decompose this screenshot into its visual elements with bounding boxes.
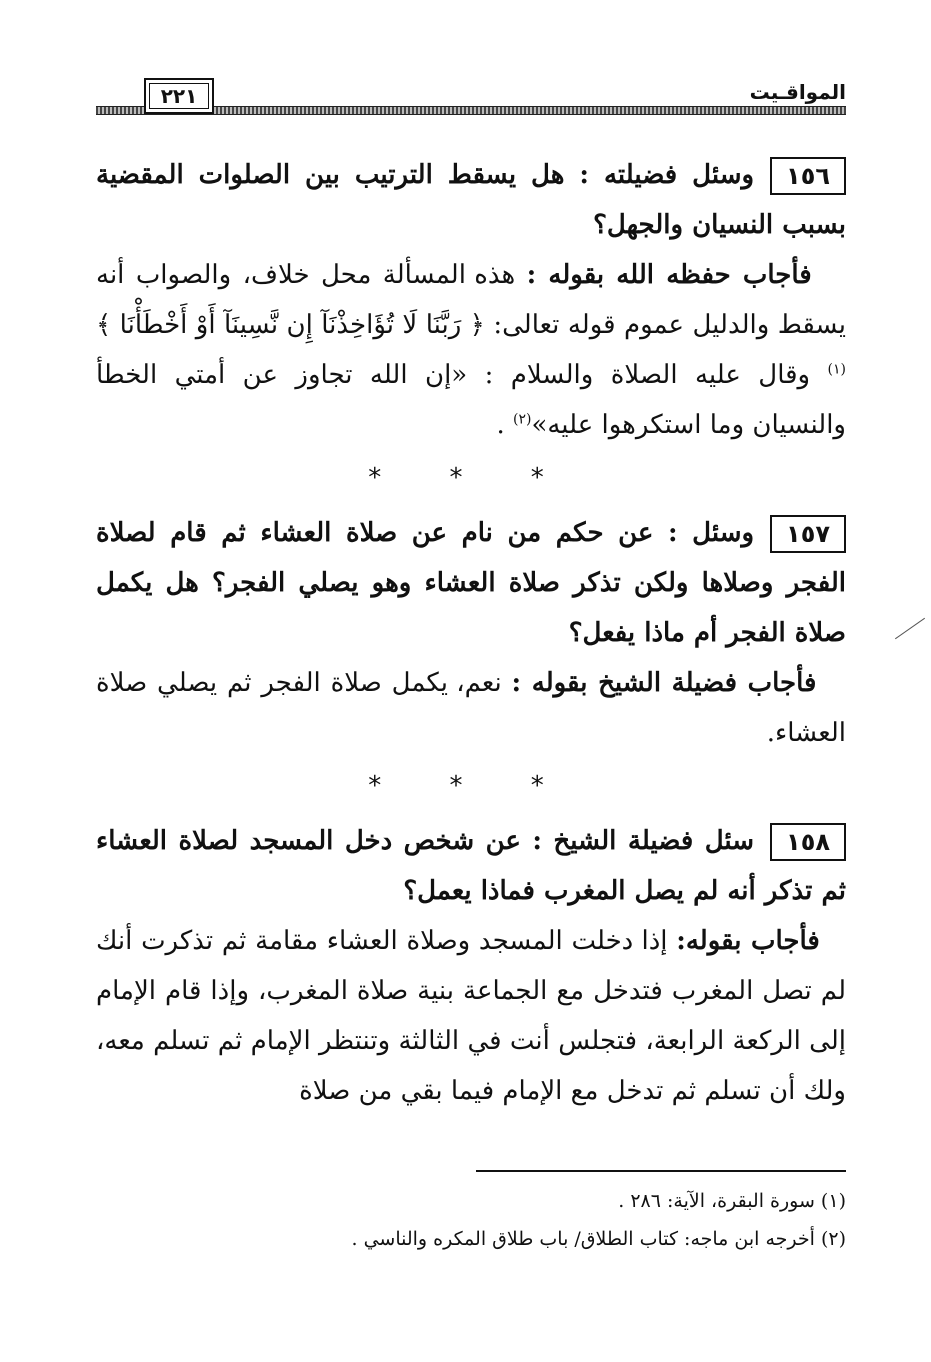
separator-stars: * * * (368, 463, 574, 493)
question-156 (96, 150, 846, 250)
footnote-rule (476, 1170, 846, 1172)
question-158-text: سئل فضيلة الشيخ : عن شخص دخل المسجد لصلاة العشاء ثم تذكر أنه لم يصل المغرب فماذا يعمل؟ (96, 826, 846, 906)
answer-157 (96, 658, 846, 758)
margin-pen-mark (895, 618, 925, 639)
running-title: المواقـيت (749, 80, 846, 104)
answer-158-lead: فأجاب بقوله: (676, 926, 820, 956)
footnotes (96, 1182, 846, 1258)
page-header (96, 78, 846, 120)
question-158 (96, 816, 846, 916)
answer-157-lead: فأجاب فضيلة الشيخ بقوله : (511, 668, 817, 698)
question-157-text: وسئل : عن حكم من نام عن صلاة العشاء ثم قام لصلاة الفجر وصلاها ولكن تذكر صلاة العشاء وهو يصلي الفجر؟ هل يكمل صلاة الفجر أم ماذا يفعل؟ (96, 518, 846, 648)
answer-158 (96, 916, 846, 1116)
main-content (96, 150, 846, 1116)
answer-156 (96, 250, 846, 450)
footnote-2: (٢) أخرجه ابن ماجه: كتاب الطلاق/ باب طلاق المكره والناسي . (351, 1228, 846, 1250)
answer-157-text: نعم، يكمل صلاة الفجر ثم يصلي صلاة العشاء. (96, 668, 846, 748)
answer-156-text: هذه المسألة محل خلاف، والصواب أنه يسقط والدليل عموم قوله تعالى: ﴿ رَبَّنَا لَا تُؤَاخِذْنَآ إِن نَّسِينَآ أَوْ أَخْطَأْنَا ﴾ (96, 260, 846, 340)
separator-stars: * * * (368, 771, 574, 801)
question-156-text: وسئل فضيلته : هل يسقط الترتيب بين الصلوات المقضية بسبب النسيان والجهل؟ (96, 160, 846, 240)
answer-156-text2: وقال عليه الصلاة والسلام : «إن الله تجاوز عن أمتي الخطأ والنسيان وما استكرهوا عليه» (96, 360, 846, 440)
question-157 (96, 508, 846, 658)
question-number-158: ١٥٨ (770, 823, 846, 861)
footnote-ref-2: (٢) (512, 411, 532, 428)
question-number-157: ١٥٧ (770, 515, 846, 553)
question-number-156: ١٥٦ (770, 157, 846, 195)
footnote-ref-1: (١) (827, 361, 846, 378)
footnote-1: (١) سورة البقرة، الآية: ٢٨٦ . (618, 1190, 846, 1212)
answer-158-text: إذا دخلت المسجد وصلاة العشاء مقامة ثم تذكرت أنك لم تصل المغرب فتدخل مع الجماعة بنية صلاة المغرب، وإذا قام الإمام إلى الركعة الرابعة، فتجلس أنت في الثالثة وتنتظر الإمام ثم تسلم معه، ولك أن تسلم ثم تدخل مع الإمام فيما بقي من صلاة (96, 926, 846, 1106)
answer-156-lead: فأجاب حفظه الله بقوله : (526, 260, 812, 290)
answer-156-end: . (496, 410, 505, 440)
page-number: ٢٢١ (144, 78, 214, 114)
